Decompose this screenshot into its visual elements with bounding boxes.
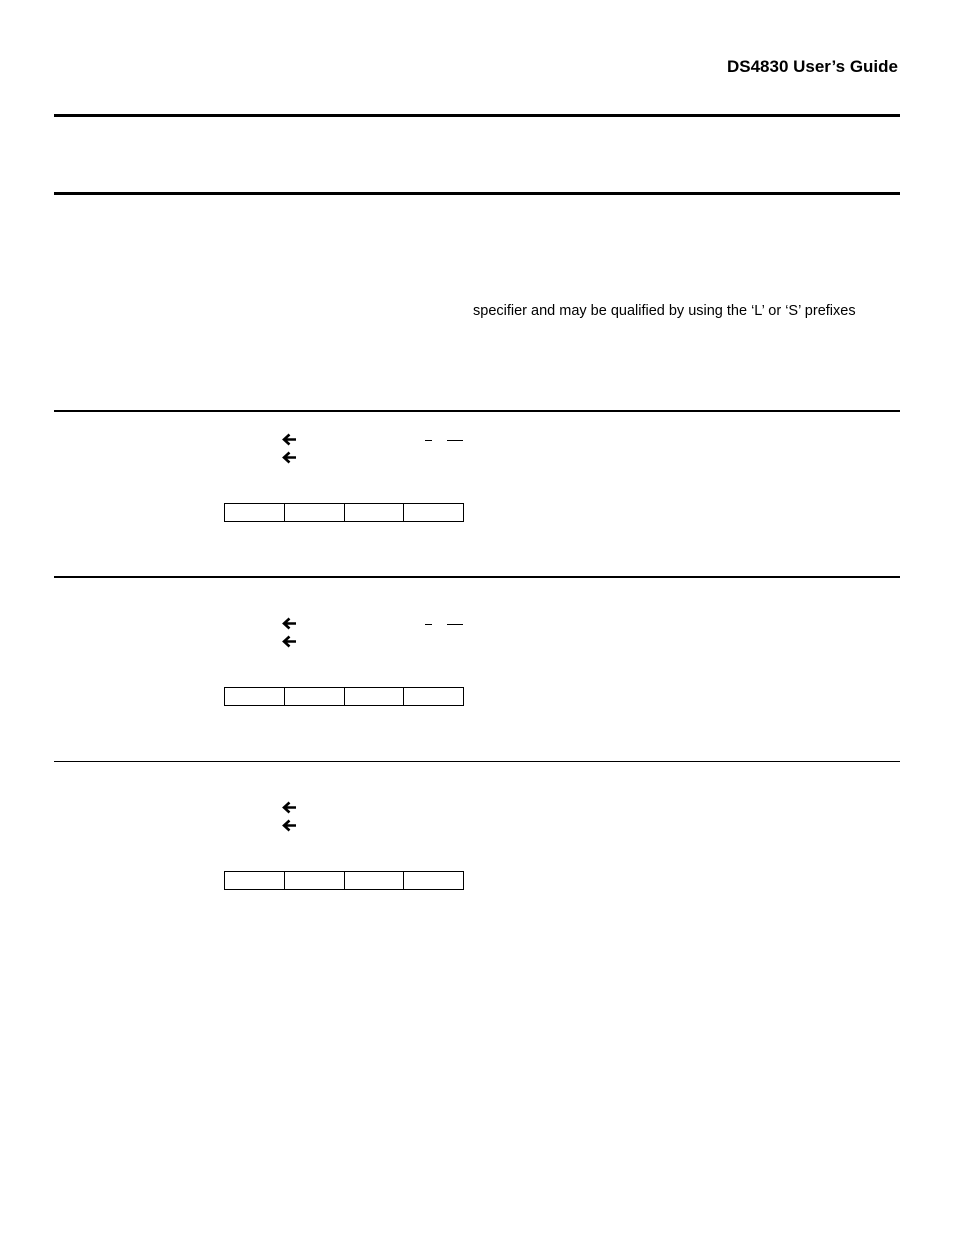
dash-mark (425, 440, 432, 441)
encoding-table (224, 871, 464, 890)
dash-mark (447, 440, 463, 441)
dash-mark (425, 624, 432, 625)
encoding-cell (344, 504, 404, 522)
left-arrow-icon (281, 819, 297, 832)
section-1-divider (54, 410, 900, 412)
encoding-cell (284, 872, 344, 890)
encoding-cell (404, 872, 464, 890)
left-arrow-icon (281, 433, 297, 446)
encoding-cell (344, 872, 404, 890)
encoding-table (224, 687, 464, 706)
encoding-cell (225, 688, 285, 706)
encoding-cell (404, 504, 464, 522)
encoding-cell (284, 504, 344, 522)
page-title: DS4830 User’s Guide (726, 57, 898, 76)
dash-mark (447, 624, 463, 625)
encoding-cell (284, 688, 344, 706)
encoding-table (224, 503, 464, 522)
section-2-divider (54, 576, 900, 578)
section-3-divider (54, 761, 900, 762)
left-arrow-icon (281, 617, 297, 630)
intro-text: specifier and may be qualified by using the ‘L’ or ‘S’ prefixes (473, 303, 856, 319)
encoding-cell (225, 504, 285, 522)
encoding-cell (404, 688, 464, 706)
header-rule-top (54, 114, 900, 117)
header-rule-bottom (54, 192, 900, 195)
left-arrow-icon (281, 635, 297, 648)
left-arrow-icon (281, 801, 297, 814)
encoding-cell (225, 872, 285, 890)
encoding-cell (344, 688, 404, 706)
left-arrow-icon (281, 451, 297, 464)
